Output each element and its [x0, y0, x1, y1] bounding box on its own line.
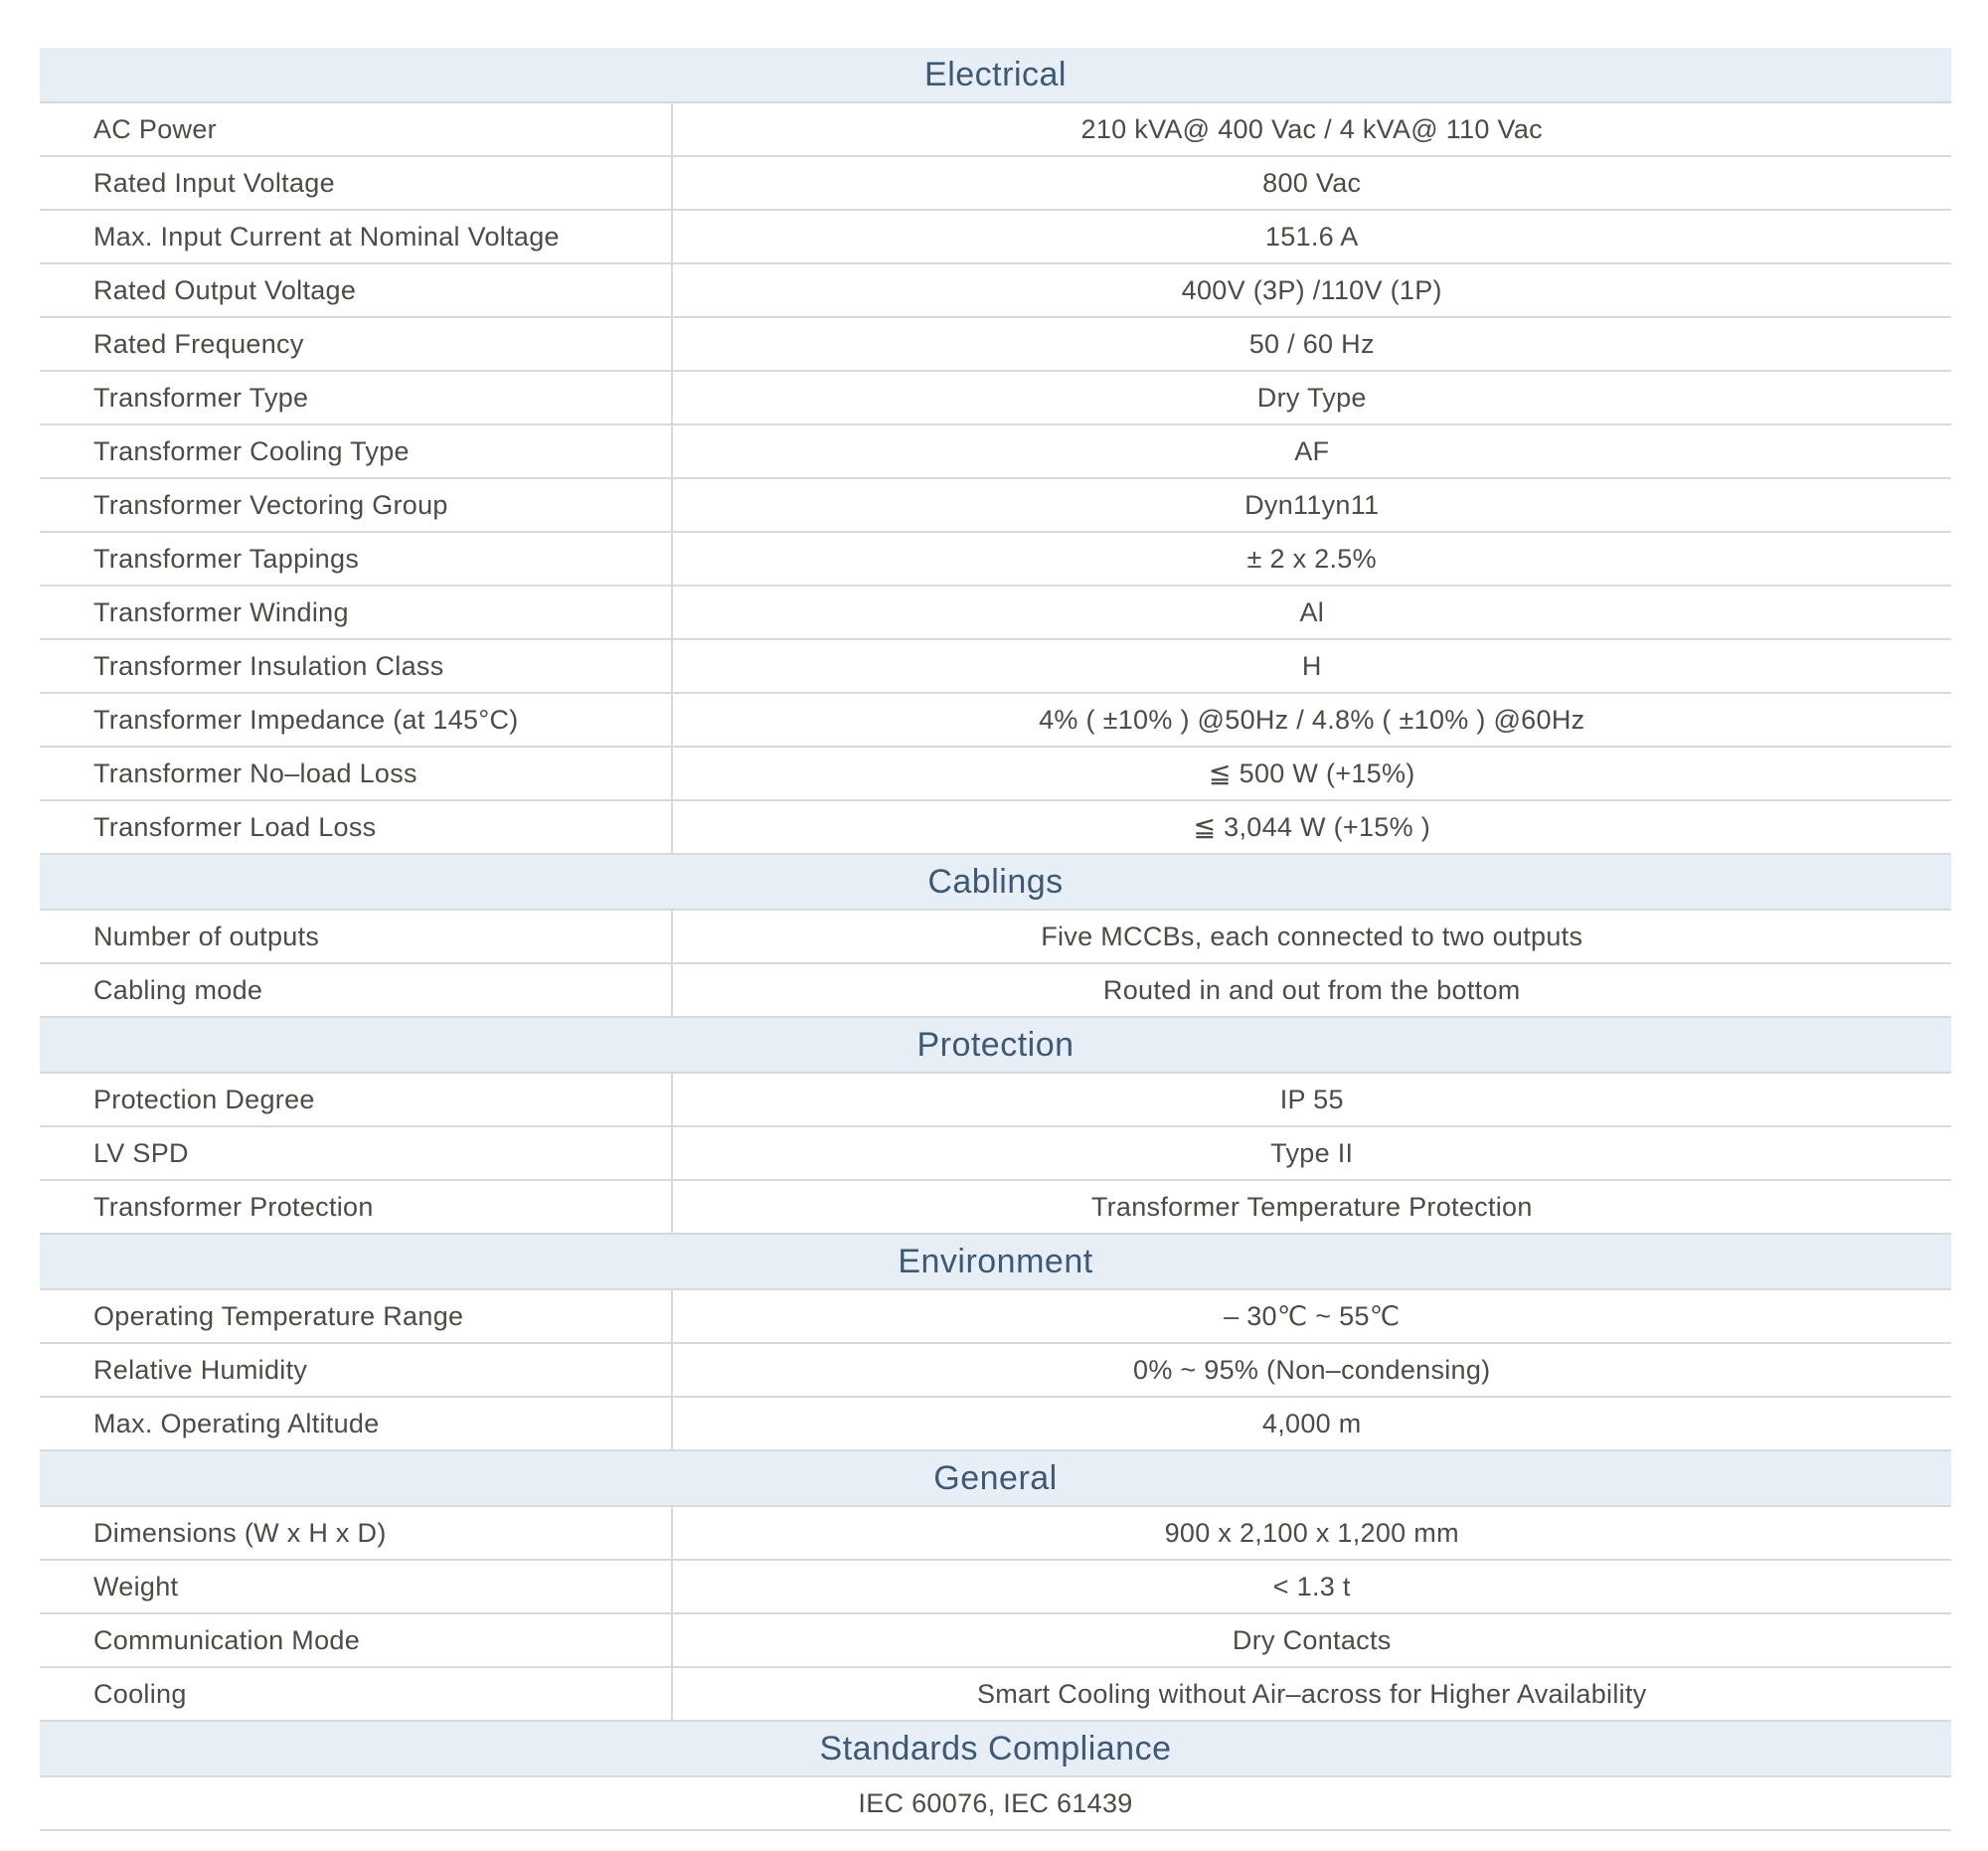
spec-value: 4% ( ±10% ) @50Hz / 4.8% ( ±10% ) @60Hz [1039, 704, 1585, 735]
spec-label: Transformer Insulation Class [40, 640, 673, 692]
spec-value: AF [1294, 435, 1330, 466]
spec-row [40, 1074, 1951, 1127]
spec-row [40, 479, 1951, 533]
spec-label: Operating Temperature Range [40, 1290, 673, 1342]
spec-value: 0% ~ 95% (Non–condensing) [1133, 1354, 1491, 1385]
spec-row [40, 748, 1951, 801]
spec-label: Relative Humidity [40, 1344, 673, 1396]
spec-label: Rated Frequency [40, 318, 673, 370]
spec-row [40, 1127, 1951, 1181]
spec-row [40, 318, 1951, 372]
spec-row [40, 211, 1951, 264]
spec-label: Transformer Cooling Type [40, 425, 673, 477]
spec-value: Dry Contacts [1232, 1624, 1392, 1655]
spec-label: Transformer Winding [40, 587, 673, 638]
spec-value: ≦ 500 W (+15%) [1208, 757, 1415, 788]
spec-value: 50 / 60 Hz [1248, 328, 1375, 359]
spec-label: Communication Mode [40, 1614, 673, 1666]
spec-label: Weight [40, 1561, 673, 1612]
spec-label: AC Power [40, 103, 673, 155]
spec-row [40, 1398, 1951, 1451]
spec-value: IEC 60076, IEC 61439 [858, 1787, 1133, 1818]
spec-row [40, 911, 1951, 964]
spec-label: Dimensions (W x H x D) [40, 1507, 673, 1559]
section-header-protection: Protection [40, 1018, 1951, 1074]
spec-value: Five MCCBs, each connected to two outputs [1041, 921, 1583, 951]
spec-value: Dry Type [1256, 382, 1367, 413]
spec-value: 210 kVA@ 400 Vac / 4 kVA@ 110 Vac [1080, 113, 1543, 144]
spec-row [40, 640, 1951, 694]
spec-value: Al [1299, 596, 1325, 627]
spec-label: Protection Degree [40, 1074, 673, 1125]
spec-row [40, 587, 1951, 640]
specification-table [40, 48, 1951, 1831]
spec-value: Dyn11yn11 [1244, 489, 1380, 520]
spec-row [40, 1290, 1951, 1344]
spec-value: H [1301, 650, 1322, 681]
spec-label: Transformer Impedance (at 145°C) [40, 694, 673, 746]
spec-value: – 30℃ ~ 55℃ [1224, 1300, 1401, 1331]
spec-row [40, 1344, 1951, 1398]
spec-row [40, 1561, 1951, 1614]
section-header-cablings: Cablings [40, 855, 1951, 911]
spec-row [40, 1507, 1951, 1561]
section-header-standards-compliance: Standards Compliance [40, 1722, 1951, 1777]
spec-value: < 1.3 t [1272, 1571, 1351, 1601]
spec-value: IP 55 [1279, 1084, 1344, 1114]
spec-label: Transformer No–load Loss [40, 748, 673, 799]
spec-label: Cooling [40, 1668, 673, 1720]
spec-row [40, 372, 1951, 425]
spec-value: 400V (3P) /110V (1P) [1181, 274, 1442, 305]
spec-value: 800 Vac [1262, 167, 1362, 198]
spec-row [40, 964, 1951, 1018]
spec-row [40, 264, 1951, 318]
spec-row [40, 425, 1951, 479]
spec-label: Transformer Tappings [40, 533, 673, 585]
spec-label: Transformer Type [40, 372, 673, 423]
spec-label: Transformer Vectoring Group [40, 479, 673, 531]
spec-label: LV SPD [40, 1127, 673, 1179]
spec-row [40, 1777, 1951, 1831]
spec-label: Rated Input Voltage [40, 157, 673, 209]
spec-row [40, 801, 1951, 855]
spec-value: Smart Cooling without Air–across for Higher Availability [976, 1678, 1647, 1709]
spec-label: Transformer Protection [40, 1181, 673, 1233]
section-header-electrical: Electrical [40, 48, 1951, 103]
spec-label: Cabling mode [40, 964, 673, 1016]
spec-value: Type II [1270, 1137, 1354, 1168]
spec-value: Transformer Temperature Protection [1090, 1191, 1533, 1222]
spec-value: ± 2 x 2.5% [1246, 543, 1377, 574]
spec-label: Transformer Load Loss [40, 801, 673, 853]
spec-label: Number of outputs [40, 911, 673, 962]
spec-label: Max. Input Current at Nominal Voltage [40, 211, 673, 262]
spec-label: Rated Output Voltage [40, 264, 673, 316]
spec-value: 900 x 2,100 x 1,200 mm [1164, 1517, 1459, 1548]
spec-label: Max. Operating Altitude [40, 1398, 673, 1449]
spec-row [40, 1614, 1951, 1668]
spec-value: 151.6 A [1264, 221, 1359, 252]
spec-row [40, 103, 1951, 157]
spec-row [40, 157, 1951, 211]
spec-row [40, 533, 1951, 587]
section-header-general: General [40, 1451, 1951, 1507]
spec-value: Routed in and out from the bottom [1102, 974, 1521, 1005]
spec-row [40, 1181, 1951, 1235]
spec-row [40, 694, 1951, 748]
section-header-environment: Environment [40, 1235, 1951, 1290]
spec-value: 4,000 m [1261, 1408, 1362, 1438]
spec-row [40, 1668, 1951, 1722]
spec-value: ≦ 3,044 W (+15% ) [1193, 811, 1431, 842]
